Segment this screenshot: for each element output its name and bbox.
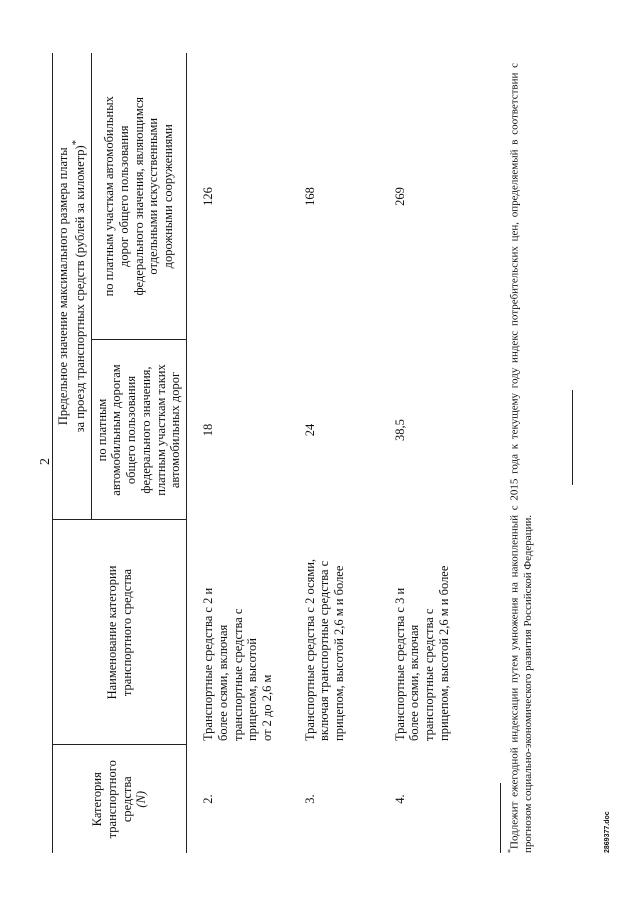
footnote-separator: [500, 783, 501, 853]
row-value-a: 24: [302, 423, 317, 437]
header-category-line: транспортного: [104, 760, 119, 839]
header-category-line: (N): [134, 790, 149, 808]
header-col-a-line: федерального значения,: [138, 366, 153, 494]
header-col-b-line: дорог общего пользования: [116, 125, 131, 268]
header-category: [53, 745, 187, 853]
row-value-b: 269: [392, 187, 407, 206]
footnote-marker: *: [70, 140, 82, 146]
row-description-line: от 2 до 2,6 м: [260, 674, 275, 741]
row-number: 2.: [201, 794, 216, 804]
header-name-line: транспортного средства: [119, 568, 134, 697]
row-description-line: Транспортные средства с 3 и: [392, 587, 407, 741]
table-row: [187, 53, 287, 853]
header-col-a: [91, 340, 187, 520]
table-row: [377, 53, 467, 853]
row-value-b: 168: [302, 187, 317, 206]
row-description: [287, 520, 377, 745]
row-description-line: включая транспортные средства с: [317, 560, 332, 741]
row-description-line: транспортные средства с: [422, 608, 437, 741]
header-category-line: Категория: [90, 772, 105, 827]
footnote-marker: *: [506, 849, 515, 853]
header-col-a-line: по платным: [94, 398, 109, 462]
row-number: 3.: [302, 794, 317, 804]
row-description-line: прицепом, высотой: [245, 638, 260, 741]
header-col-b-line: дорожными сооружениями: [161, 124, 176, 269]
row-description-line: транспортные средства с: [230, 608, 245, 741]
header-col-a-line: платным участкам таких: [153, 364, 168, 496]
header-col-b: [91, 53, 187, 340]
row-description: [187, 520, 287, 745]
row-description-line: более осями, включая: [215, 624, 230, 741]
row-description-line: Транспортные средства с 2 осями,: [302, 558, 317, 741]
row-description-line: прицепом, высотой 2,6 м и более: [436, 565, 451, 741]
header-col-b-line: федерального значения, являющимся: [131, 96, 146, 296]
header-col-b-line: по платным участкам автомобильных: [102, 96, 117, 297]
footnote: [506, 63, 536, 853]
header-category-line: средства: [119, 776, 134, 823]
row-value-a: 38,5: [392, 419, 407, 441]
row-description-line: прицепом, высотой 2,6 м и более: [332, 565, 347, 741]
header-group: [53, 53, 92, 520]
row-number: 4.: [392, 794, 407, 804]
row-value-a: 18: [201, 423, 216, 437]
header-col-a-line: автомобильных дорог: [168, 371, 183, 489]
header-group-line: за проезд транспортных средств (рублей за километр): [72, 145, 87, 433]
row-description: [377, 520, 467, 745]
header-col-b-line: отдельными искусственными: [146, 117, 161, 275]
row-description-line: Транспортные средства с 2 и: [201, 587, 216, 741]
end-separator: [572, 390, 573, 485]
header-col-a-line: автомобильным дорогам: [109, 364, 124, 496]
page-number: 2: [38, 458, 53, 465]
row-value-b: 126: [201, 187, 216, 206]
header-col-a-line: общего пользования: [124, 375, 139, 485]
header-group-line: Предельное значение максимального размера платы: [56, 147, 70, 426]
header-name: [53, 520, 187, 745]
row-description-line: более осями, включая: [407, 624, 422, 741]
tariff-table: [52, 53, 467, 853]
header-name-line: Наименование категории: [104, 565, 119, 700]
document-filename: 2869377.doc: [604, 811, 611, 853]
table-row: [287, 53, 377, 853]
footnote-text: Подлежит ежегодной индексации путем умножения на накопленный с 2015 года к текущему году индекс потребительских цен, определяемый в соответствии с прогнозом социально-экономического развития Российской Федерации.: [508, 63, 535, 853]
